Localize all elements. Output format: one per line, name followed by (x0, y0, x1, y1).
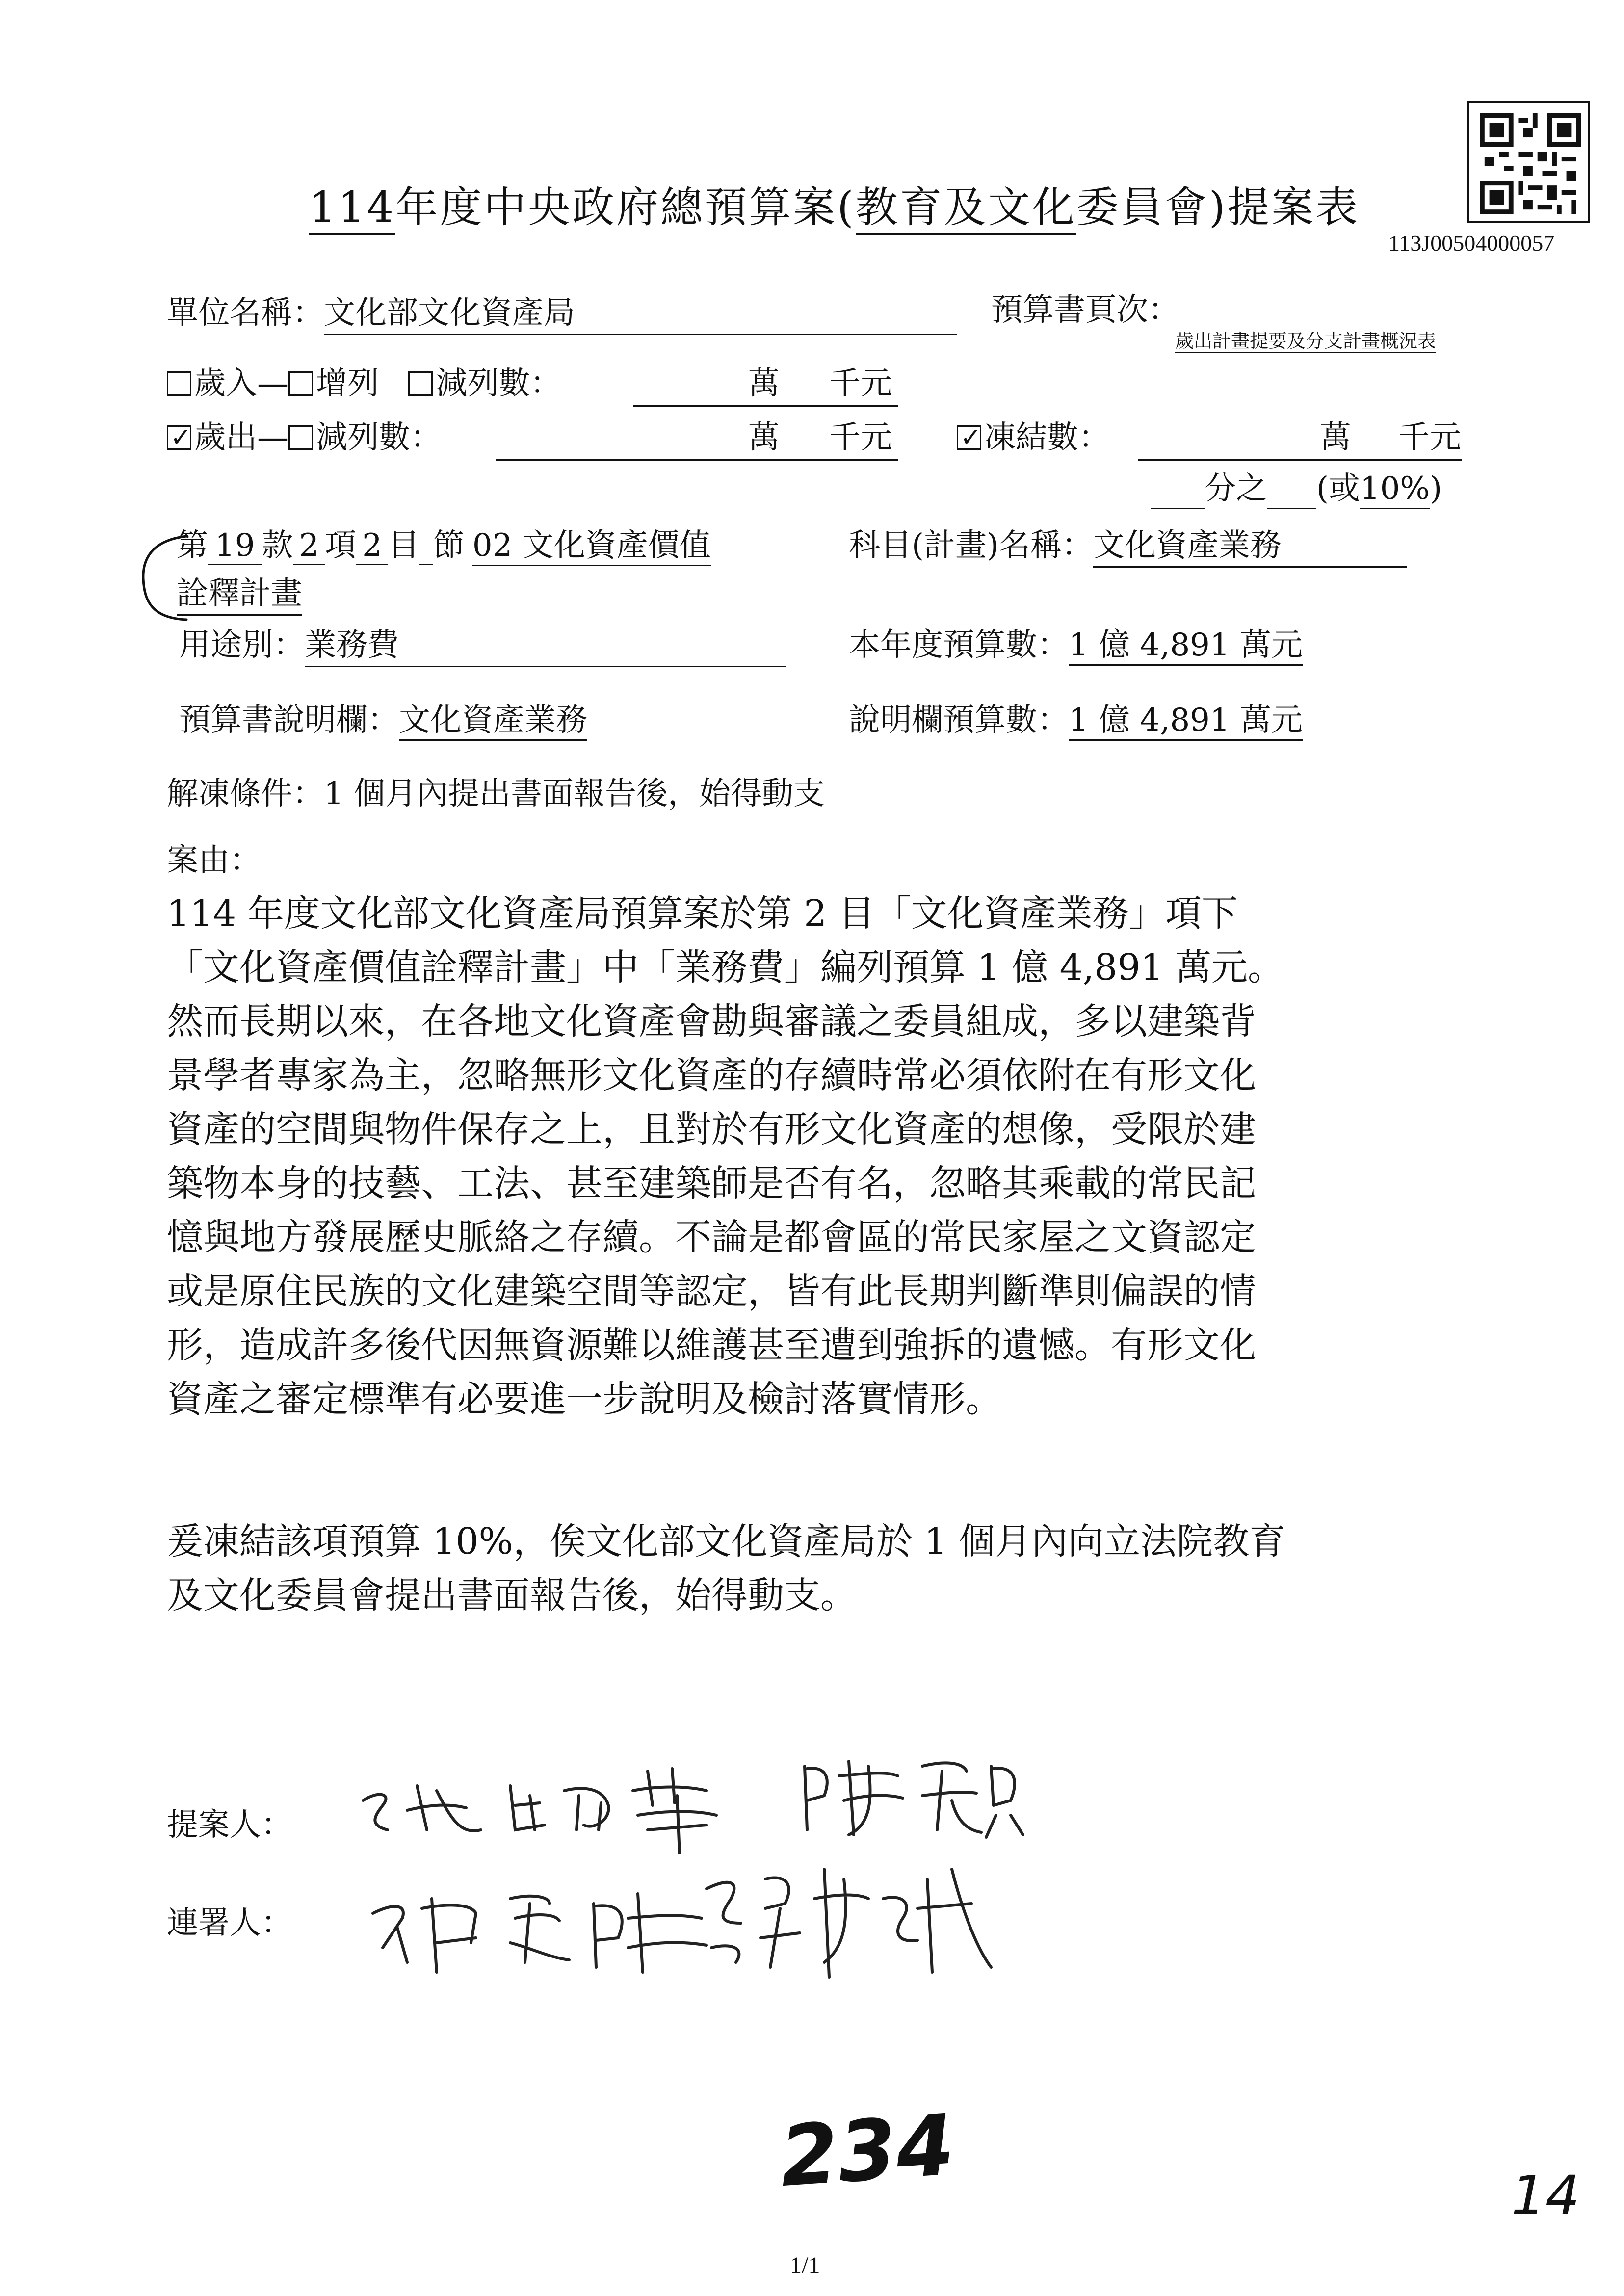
kuan-prefix: 第 (177, 527, 208, 564)
subject-label: 科目(計畫)名稱： (849, 527, 1093, 564)
reason-line: 憶與地方發展歷史脈絡之存續。不論是都會區的常民家屋之文資認定 (167, 1216, 1256, 1258)
title-part2: 委員會)提案表 (1076, 183, 1360, 232)
cosigner-label: 連署人： (167, 1905, 292, 1941)
jie-label: 節 (433, 527, 465, 564)
usage-row (179, 626, 786, 667)
desc-budget-label: 說明欄預算數： (849, 702, 1069, 738)
kuan-label: 款 (262, 527, 293, 564)
year-budget-row (849, 626, 1303, 665)
unit-row (167, 293, 957, 335)
unfreeze-condition: 解凍條件：1 個月內提出書面報告後，始得動支 (167, 776, 825, 812)
page-title (309, 181, 1360, 235)
revenue-decrease-label: 減列數： (436, 365, 562, 402)
desc-budget-value: 1 億 4,891 萬元 (1069, 702, 1303, 741)
title-committee: 教育及文化 (856, 183, 1076, 235)
increase-label: 增列 (316, 365, 379, 402)
expenditure-checkbox[interactable] (167, 425, 191, 450)
proposer-signature-1 (353, 1756, 756, 1854)
freeze-label: 凍結數： (984, 419, 1110, 456)
freeze-wan: 萬 (1320, 419, 1351, 456)
revenue-checkbox[interactable] (167, 371, 191, 396)
page-number: 1/1 (790, 2252, 820, 2278)
xiang-label: 項 (325, 527, 357, 564)
mu-no: 2 (356, 527, 388, 565)
doc-code: 113J00504000057 (1388, 231, 1555, 256)
ratio-value: 10% (1360, 470, 1430, 509)
reason-line: 資產之審定標準有必要進一步說明及檢討落實情形。 (167, 1378, 1002, 1420)
desc-col-label: 預算書說明欄： (179, 702, 399, 738)
jie-blank (419, 527, 433, 565)
year-budget-label: 本年度預算數： (849, 627, 1069, 663)
desc-budget-row (849, 701, 1303, 740)
revenue-decrease-checkbox[interactable] (408, 371, 433, 396)
revenue-qian-yuan: 千元 (829, 365, 892, 402)
usage-value: 業務費 (305, 626, 786, 667)
resolution-line: 爰凍結該項預算 10%，俟文化部文化資產局於 1 個月內向立法院教育 (167, 1520, 1286, 1563)
expenditure-decrease-label: 減列數： (316, 419, 442, 456)
ratio-blank-1 (1151, 480, 1205, 509)
expenditure-wan: 萬 (748, 419, 780, 456)
mu-label: 目 (388, 527, 419, 564)
usage-label: 用途別： (179, 627, 305, 663)
proposer-label: 提案人： (167, 1807, 292, 1843)
revenue-label: 歲入— (194, 365, 288, 402)
unit-label: 單位名稱： (167, 295, 324, 331)
freeze-qian-yuan: 千元 (1398, 419, 1461, 456)
reason-line: 或是原住民族的文化建築空間等認定，皆有此長期判斷準則偏誤的情 (167, 1270, 1256, 1312)
ratio-or: (或 (1316, 470, 1360, 507)
cosigner-signature-1 (363, 1874, 716, 1982)
expenditure-decrease-checkbox[interactable] (288, 425, 313, 450)
increase-checkbox[interactable] (288, 371, 313, 396)
subject-value: 文化資產業務 (1093, 526, 1407, 568)
proposer-signature-2 (795, 1747, 1030, 1845)
handwritten-number: 234 (777, 2096, 958, 2206)
qr-code (1467, 101, 1590, 223)
kuan-row (177, 526, 711, 565)
revenue-row (167, 364, 561, 403)
corner-number: 14 (1511, 2164, 1580, 2227)
expenditure-label: 歲出— (194, 419, 288, 456)
cosigner-signature-2 (697, 1850, 1001, 1987)
reason-line: 形，造成許多後代因無資源難以維護甚至遭到強拆的遺憾。有形文化 (167, 1324, 1256, 1366)
revenue-wan: 萬 (748, 365, 780, 402)
reason-line: 築物本身的技藝、工法、甚至建築師是否有名，忽略其乘載的常民記 (167, 1162, 1256, 1204)
reason-line: 景學者專家為主，忽略無形文化資產的存續時常必須依附在有形文化 (167, 1054, 1256, 1096)
reason-label: 案由： (167, 842, 261, 879)
page-note: 歲出計畫提要及分支計畫概況表 (1175, 330, 1436, 353)
resolution-body (167, 1517, 1285, 1625)
desc-col-value: 文化資產業務 (399, 702, 587, 741)
reason-body (167, 889, 1284, 1429)
page-label: 預算書頁次： (991, 292, 1179, 328)
reason-line: 「文化資產價值詮釋計畫」中「業務費」編列預算 1 億 4,891 萬元。 (167, 946, 1284, 989)
resolution-line: 及文化委員會提出書面報告後，始得動支。 (167, 1574, 857, 1617)
plan-code-name: 02 文化資產價值 (472, 527, 711, 566)
title-year: 114 (309, 183, 395, 235)
expenditure-qian-yuan: 千元 (829, 419, 892, 456)
kuan-no: 19 (208, 527, 262, 565)
freeze-row (957, 418, 1110, 457)
reason-line: 資產的空間與物件保存之上，且對於有形文化資產的想像，受限於建 (167, 1108, 1256, 1150)
ratio-close: ) (1430, 470, 1442, 507)
title-part1: 年度中央政府總預算案( (395, 183, 856, 232)
ratio-row (1151, 469, 1442, 509)
plan-name-cont: 詮釋計畫 (177, 574, 302, 616)
desc-col-row (179, 701, 587, 740)
year-budget-value: 1 億 4,891 萬元 (1069, 627, 1303, 666)
ratio-blank-2 (1267, 480, 1316, 509)
reason-line: 然而長期以來，在各地文化資產會勘與審議之委員組成，多以建築背 (167, 1000, 1256, 1043)
xiang-no: 2 (293, 527, 325, 565)
freeze-checkbox[interactable] (957, 425, 981, 450)
expenditure-row (167, 418, 442, 457)
ratio-fen-zhi: 分之 (1205, 470, 1267, 507)
reason-line: 114 年度文化部文化資產局預算案於第 2 目「文化資產業務」項下 (167, 892, 1238, 935)
subject-row (849, 526, 1407, 568)
unit-value: 文化部文化資產局 (324, 293, 957, 335)
